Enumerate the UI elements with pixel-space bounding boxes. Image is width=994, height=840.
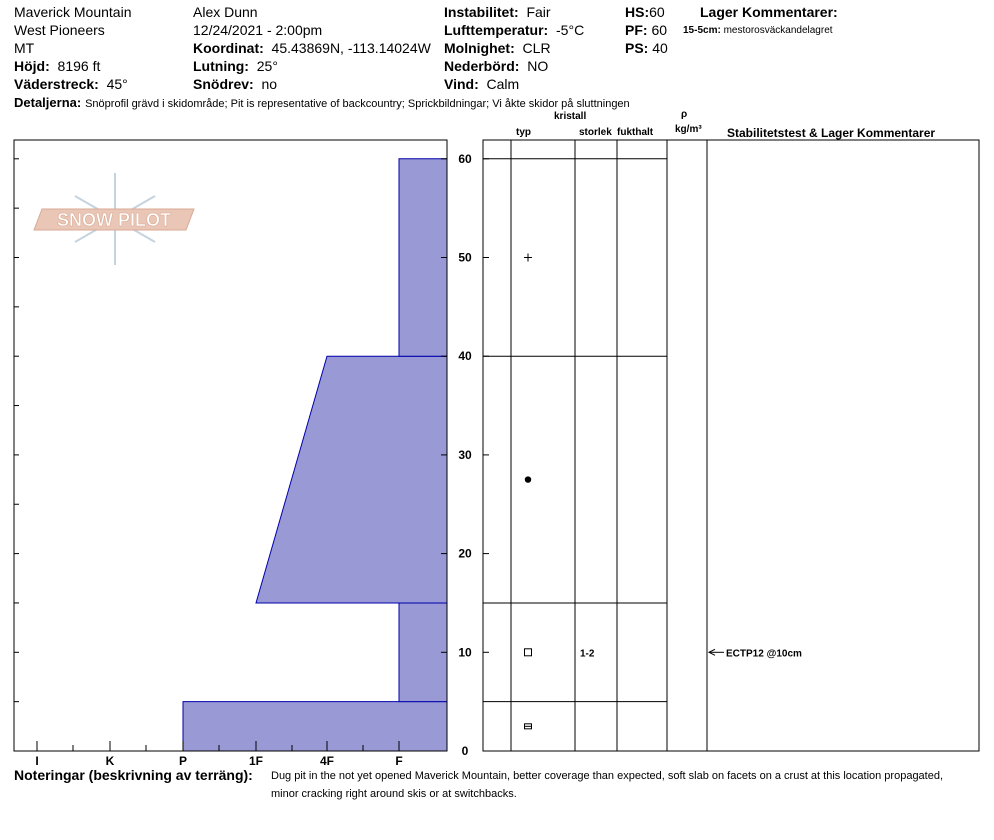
depth-label-10: 10 (458, 645, 472, 660)
depth-label-60: 60 (458, 151, 472, 166)
state: MT (14, 40, 35, 56)
elevation-label: Höjd: (14, 58, 50, 74)
pf-label: PF: (625, 22, 648, 38)
pf-value: 60 (651, 22, 668, 38)
slope-value: 25° (256, 58, 278, 74)
slope-label: Lutning: (193, 58, 249, 74)
aspect-label: Väderstreck: (14, 76, 99, 92)
datetime: 12/24/2021 - 2:00pm (193, 22, 323, 38)
precip-label: Nederbörd: (444, 58, 520, 74)
hardness-label-P: P (178, 754, 188, 768)
hs-label: HS: (625, 4, 650, 20)
hardness-layer-0 (183, 702, 447, 751)
col-rho: ρ (681, 109, 688, 120)
coord-label: Koordinat: (193, 40, 264, 56)
air-temp-label: Lufttemperatur: (444, 22, 549, 38)
data-table-frame (483, 140, 979, 751)
layer-comment-depth: 15-5cm: (683, 25, 721, 36)
wind-loading-value: no (261, 76, 278, 92)
depth-label-20: 20 (458, 546, 472, 561)
snowpilot-logo (34, 173, 194, 265)
col-typ: typ (516, 127, 531, 138)
wind-loading-label: Snödrev: (193, 76, 254, 92)
depth-label-40: 40 (458, 349, 472, 364)
grain-symbol-1 (525, 476, 531, 482)
hardness-label-1F: 1F (248, 754, 264, 768)
stability-test-0: ECTP12 @10cm (726, 648, 802, 660)
logo-text: SNOW PILOT (57, 210, 171, 230)
layer-comments-title: Lager Kommentarer: (700, 4, 838, 20)
hardness-layer-3 (399, 159, 447, 356)
col-kristall: kristall (554, 111, 587, 122)
col-storlek: storlek (579, 127, 612, 138)
wind-label: Vind: (444, 76, 479, 92)
precip-value: NO (527, 58, 549, 74)
layer-comment-text: mestorosväckandelagret (723, 25, 833, 36)
hardness-layer-2 (256, 356, 447, 603)
hardness-label-F: F (395, 754, 403, 768)
elevation-value: 8196 ft (57, 58, 101, 74)
hardness-label-4F: 4F (319, 754, 335, 768)
depth-label-0: 0 (461, 744, 469, 758)
wind-value: Calm (486, 76, 520, 92)
range: West Pioneers (14, 22, 105, 38)
notes (14, 767, 253, 784)
hardness-label-K: K (105, 754, 115, 768)
ps-label: PS: (625, 40, 649, 56)
col-density-unit: kg/m³ (675, 124, 702, 135)
depth-label-30: 30 (458, 447, 472, 462)
ps-value: 40 (652, 40, 668, 56)
details-label: Detaljerna: (14, 95, 82, 110)
air-temp-value: -5°C (556, 22, 585, 38)
sky-label: Molnighet: (444, 40, 515, 56)
sky-value: CLR (522, 40, 551, 56)
location: Maverick Mountain (14, 4, 132, 20)
observer: Alex Dunn (193, 4, 258, 20)
col-fukthalt: fukthalt (617, 127, 654, 138)
notes-line2: minor cracking right around skis or at switchbacks. (271, 788, 517, 800)
aspect-value: 45° (106, 76, 128, 92)
grain-size-0: 1-2 (580, 648, 595, 660)
details-text: Snöprofil grävd i skidområde; Pit is representative of backcountry; Sprickbildningar; Vi åkte skidor på sluttningen (85, 98, 630, 110)
stability-value: Fair (526, 4, 551, 20)
depth-label-50: 50 (458, 250, 472, 265)
hardness-label-I: I (35, 754, 39, 768)
notes-line1: Dug pit in the not yet opened Maverick Mountain, better coverage than expected, soft slab on facets on a crust at this location propagated, (271, 770, 944, 782)
col-stability: Stabilitetstest & Lager Kommentarer (727, 126, 936, 140)
grain-symbol-2 (525, 649, 532, 656)
hardness-layer-1 (399, 603, 447, 702)
hs-value: 60 (649, 4, 665, 20)
stability-label: Instabilitet: (444, 4, 519, 20)
notes-label: Noteringar (beskrivning av terräng): (14, 767, 253, 783)
coord-value: 45.43869N, -113.14024W (271, 40, 431, 56)
